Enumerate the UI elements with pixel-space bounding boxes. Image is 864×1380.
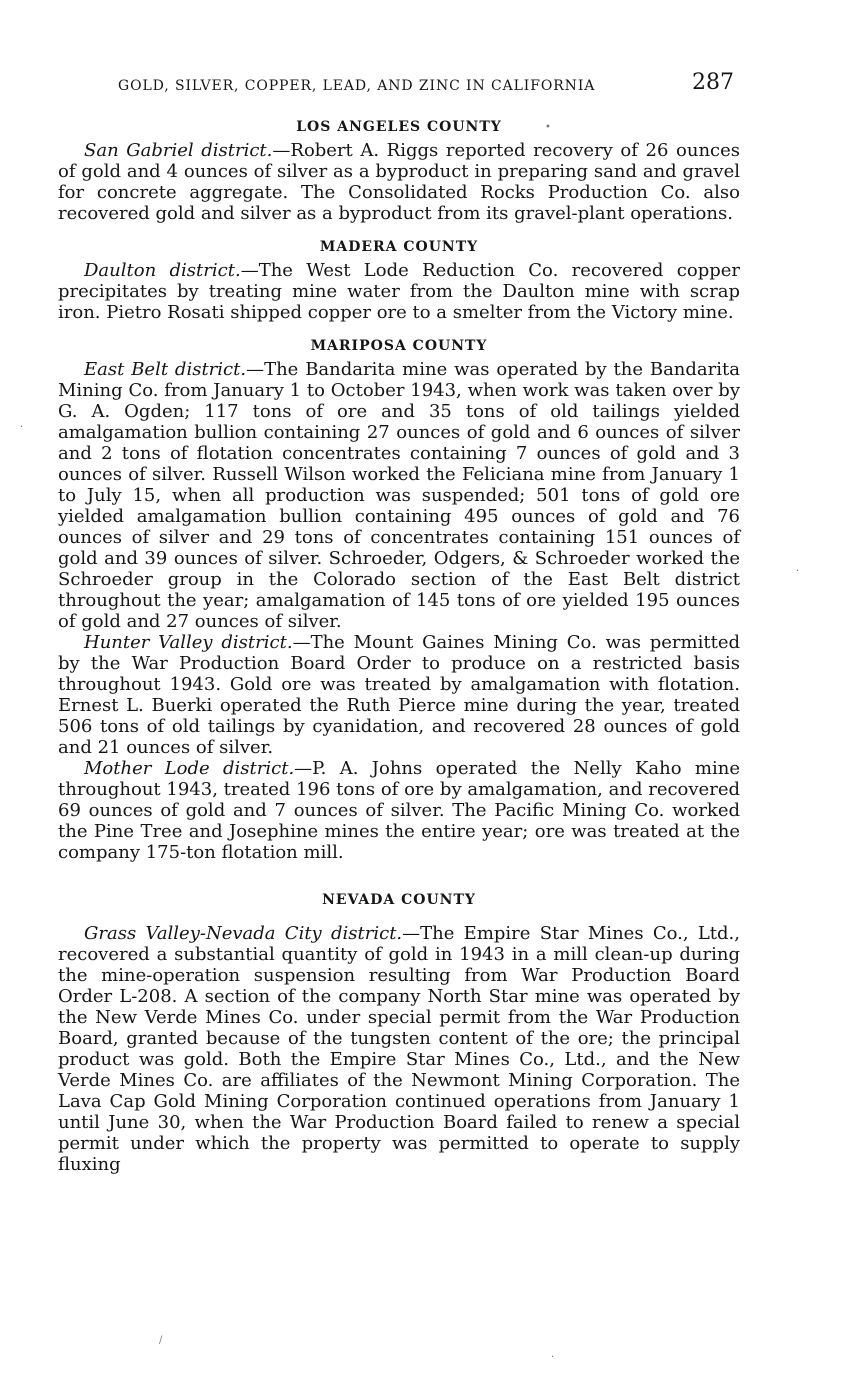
paragraph-text: —The West Lode Reduction Co. recovered copper precipitates by treating mine water from the Daulton mine with scrap iron. Pietro Rosati shipped copper ore to a smelter from the Victory mine. — [58, 260, 740, 323]
scan-speck: • — [545, 122, 551, 133]
district-name: Hunter Valley district. — [84, 632, 293, 653]
scan-speck: / — [159, 1335, 163, 1346]
county-heading-nevada: NEVADA COUNTY — [322, 892, 476, 908]
district-name: San Gabriel district. — [84, 140, 273, 161]
district-paragraph-east-belt — [58, 359, 740, 632]
running-head: GOLD, SILVER, COPPER, LEAD, AND ZINC IN CALIFORNIA — [118, 78, 596, 94]
county-heading-mariposa: MARIPOSA COUNTY — [310, 338, 488, 354]
district-paragraph-san-gabriel — [58, 140, 740, 224]
scan-speck: · — [20, 422, 24, 433]
article-body — [58, 114, 740, 1175]
paragraph-text: —Robert A. Riggs reported recovery of 26 ounces of gold and 4 ounces of silver as a byproduct in preparing sand and gravel for concrete aggregate. The Consolidated Rocks Production Co. also recovered gold and silver as a byproduct from its gravel-plant operations. — [58, 140, 741, 224]
paragraph-text: —The Empire Star Mines Co., Ltd., recovered a substantial quantity of gold in 1943 in a mill clean-up during the mine-operation suspension resulting from War Production Board Order L-208. A section of the company North Star mine was operated by the New Verde Mines Co. under special permit from the War Production Board, granted because of the tungsten content of the ore; the principal product was gold. Both the Empire Star Mines Co., Ltd., and the New Verde Mines Co. are affiliates of the Newmont Mining Corporation. The Lava Cap Gold Mining Corporation continued operations from January 1 until June 30, when the War Production Board failed to renew a special permit under which the property was permitted to operate to supply fluxing — [58, 923, 740, 1175]
district-paragraph-grass-valley-nevada-city — [58, 923, 740, 1175]
district-paragraph-mother-lode — [58, 758, 740, 863]
county-heading-los-angeles: LOS ANGELES COUNTY — [296, 119, 502, 135]
paragraph-text: —The Mount Gaines Mining Co. was permitted by the War Production Board Order to produce on a restricted basis throughout 1943. Gold ore was treated by amalgamation with flotation. Ernest L. Buerki operated the Ruth Pierce mine during the year, treated 506 tons of old tailings by cyanidation, and recovered 28 ounces of gold and 21 ounces of silver. — [58, 632, 740, 758]
paragraph-text: —The Bandarita mine was operated by the Bandarita Mining Co. from January 1 to October 1943, when work was taken over by G. A. Ogden; 117 tons of ore and 35 tons of old tailings yielded amalgamation bullion containing 27 ounces of gold and 6 ounces of silver and 2 tons of flotation concentrates containing 7 ounces of gold and 3 ounces of silver. Russell Wilson worked the Feliciana mine from January 1 to July 15, when all production was suspended; 501 tons of gold ore yielded amalgamation bullion containing 495 ounces of gold and 76 ounces of silver and 29 tons of concentrates containing 151 ounces of gold and 39 ounces of silver. Schroeder, Odgers, & Schroeder worked the Schroeder group in the Colorado section of the East Belt district throughout the year; amalgamation of 145 tons of ore yielded 195 ounces of gold and 27 ounces of silver. — [58, 359, 740, 632]
district-paragraph-hunter-valley — [58, 632, 740, 758]
paragraph-text: —P. A. Johns operated the Nelly Kaho mine throughout 1943, treated 196 tons of ore by amalgamation, and recovered 69 ounces of gold and 7 ounces of silver. The Pacific Mining Co. worked the Pine Tree and Josephine mines the entire year; ore was treated at the company 175-ton flotation mill. — [58, 758, 741, 863]
district-name: Daulton district. — [84, 260, 241, 281]
district-name: Mother Lode district. — [84, 758, 295, 779]
page-header — [118, 70, 738, 106]
district-name: East Belt district. — [84, 359, 247, 380]
scan-speck: · — [796, 566, 800, 577]
district-name: Grass Valley-Nevada City district. — [84, 923, 403, 944]
county-heading-madera: MADERA COUNTY — [319, 239, 479, 255]
page-number: 287 — [692, 70, 734, 95]
scan-speck: · — [551, 1352, 555, 1363]
district-paragraph-daulton — [58, 260, 740, 323]
